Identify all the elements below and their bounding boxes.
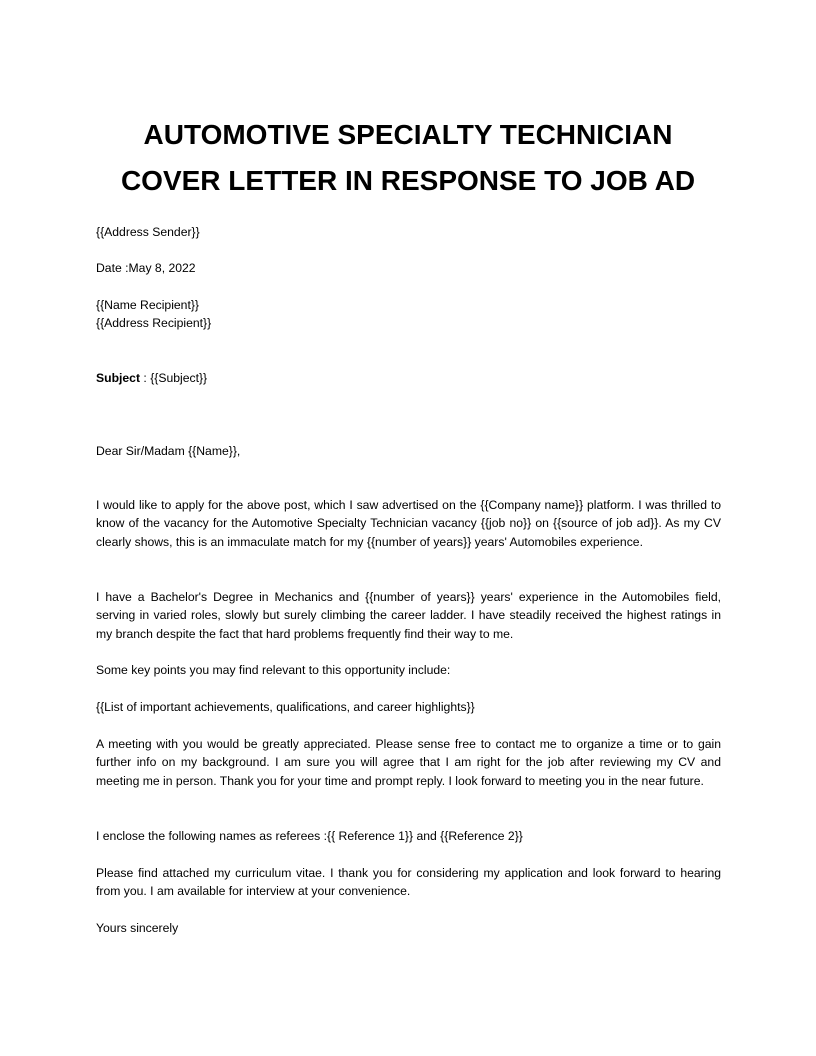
subject-value: : {{Subject}} <box>140 371 208 385</box>
recipient-name: {{Name Recipient}} <box>96 298 199 312</box>
sender-address: {{Address Sender}} <box>96 225 200 239</box>
paragraph-achievements: {{List of important achievements, qualifications, and career highlights}} <box>96 700 475 714</box>
document-title-line-2: COVER LETTER IN RESPONSE TO JOB AD <box>120 165 696 196</box>
recipient-address: {{Address Recipient}} <box>96 316 212 330</box>
paragraph-referees: I enclose the following names as referees :{{ Reference 1}} and {{Reference 2}} <box>96 829 523 843</box>
closing: Yours sincerely <box>96 921 179 935</box>
paragraph-key-points: Some key points you may find relevant to this opportunity include: <box>96 663 451 677</box>
letter-date: Date :May 8, 2022 <box>96 261 196 275</box>
subject-line <box>96 369 721 387</box>
paragraph-intro: I would like to apply for the above post, which I saw advertised on the {{Company name}} platform. I was thrilled to know of the vacancy for the Automotive Specialty Technician vacancy {{job no}} on {{source of job ad}}. As my CV clearly shows, this is an immaculate match for my {{number of years}} years' Automobiles experience. <box>96 498 721 549</box>
paragraph-attachment: Please find attached my curriculum vitae. I thank you for considering my application and look forward to hearing from you. I am available for interview at your convenience. <box>96 866 721 899</box>
subject-label: Subject <box>96 371 141 385</box>
paragraph-meeting: A meeting with you would be greatly appreciated. Please sense free to contact me to organize a time or to gain further info on my background. I am sure you will agree that I am right for the job after reviewing my CV and meeting me in person. Thank you for your time and prompt reply. I look forward to meeting you in the near future. <box>96 737 721 788</box>
paragraph-experience: I have a Bachelor's Degree in Mechanics and {{number of years}} years' experience in the Automobiles field, serving in varied roles, slowly but surely climbing the career ladder. I have steadily received the highest ratings in my branch despite the fact that hard problems frequently find their way to me. <box>96 590 721 641</box>
salutation: Dear Sir/Madam {{Name}}, <box>96 444 241 458</box>
document-title-line-1: AUTOMOTIVE SPECIALTY TECHNICIAN <box>143 119 673 150</box>
